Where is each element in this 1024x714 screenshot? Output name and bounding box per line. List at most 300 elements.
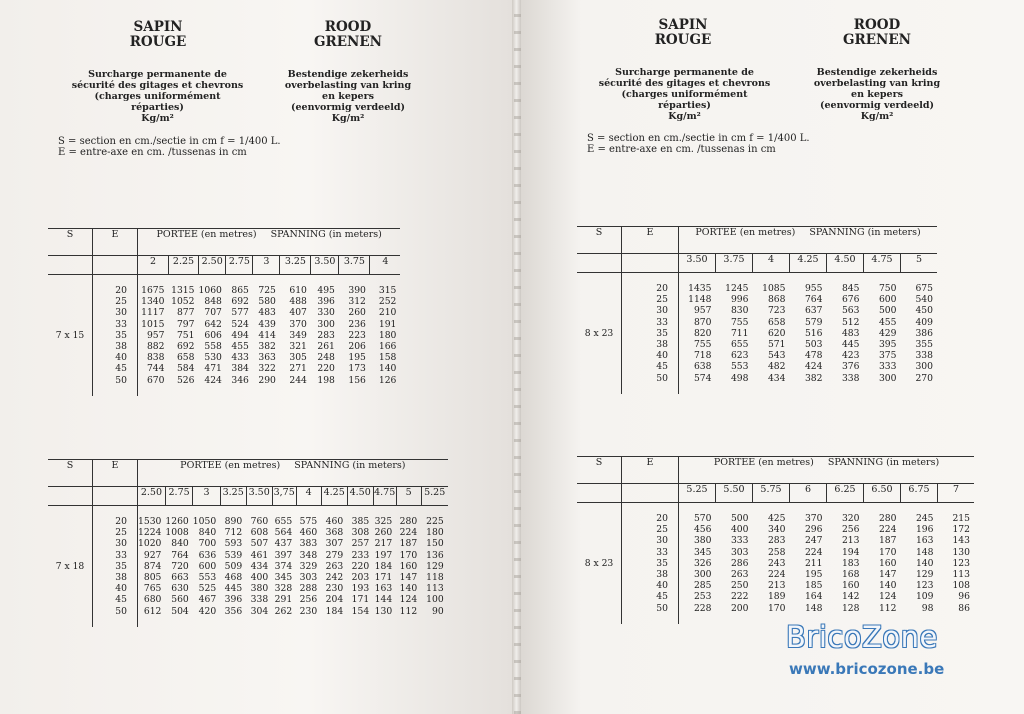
load-value: 376 bbox=[841, 361, 860, 373]
load-value: 348 bbox=[299, 549, 318, 561]
load-value: 253 bbox=[693, 591, 712, 603]
section-label: 7 x 18 bbox=[55, 560, 85, 572]
load-value: 600 bbox=[878, 294, 897, 306]
spacer-row bbox=[48, 506, 448, 517]
load-value: 630 bbox=[171, 583, 189, 595]
load-value: 148 bbox=[804, 602, 823, 614]
load-value: 213 bbox=[767, 580, 786, 592]
load-value: 98 bbox=[921, 602, 934, 614]
spacer-row bbox=[48, 617, 448, 627]
load-column bbox=[226, 285, 253, 386]
load-value: 183 bbox=[841, 557, 860, 569]
blank-cell bbox=[138, 506, 448, 517]
load-value: 840 bbox=[171, 538, 189, 550]
load-value: 256 bbox=[299, 594, 318, 606]
e-value: 50 bbox=[656, 372, 668, 384]
load-value: 584 bbox=[176, 363, 195, 375]
span-value: 4.75 bbox=[864, 254, 901, 273]
load-value: 638 bbox=[693, 361, 712, 373]
e-value: 25 bbox=[656, 294, 668, 306]
e-value: 35 bbox=[656, 327, 668, 339]
load-value: 755 bbox=[730, 316, 749, 328]
load-value: 455 bbox=[231, 341, 249, 353]
load-value: 170 bbox=[878, 546, 897, 558]
load-value: 109 bbox=[915, 591, 934, 603]
load-value: 243 bbox=[767, 557, 786, 569]
load-list bbox=[373, 516, 396, 617]
blank-cell bbox=[138, 617, 448, 627]
load-value: 507 bbox=[250, 538, 269, 550]
load-value: 407 bbox=[289, 307, 307, 319]
load-value: 338 bbox=[915, 350, 933, 362]
load-list bbox=[226, 285, 253, 386]
spanning-label: SPANNING (in meters) bbox=[827, 457, 940, 468]
load-value: 577 bbox=[231, 307, 249, 319]
span-value: 5.25 bbox=[679, 484, 716, 503]
spanning-label: SPANNING (in meters) bbox=[809, 227, 921, 238]
load-list bbox=[311, 285, 339, 386]
load-value: 700 bbox=[198, 538, 217, 550]
load-value: 460 bbox=[299, 527, 318, 539]
load-value: 495 bbox=[317, 285, 335, 296]
col-header-s: S bbox=[48, 460, 93, 487]
e-value: 25 bbox=[115, 527, 127, 539]
span-value: 3 bbox=[193, 487, 220, 506]
e-value: 30 bbox=[656, 305, 668, 317]
e-value: 20 bbox=[656, 283, 668, 294]
load-value: 483 bbox=[258, 307, 276, 319]
load-value: 563 bbox=[841, 305, 860, 317]
span-value: 4 bbox=[753, 254, 790, 273]
load-value: 142 bbox=[841, 591, 860, 603]
spanning-label: SPANNING (in meters) bbox=[294, 460, 406, 471]
load-value: 725 bbox=[258, 285, 276, 296]
load-value: 820 bbox=[693, 327, 712, 339]
span-row bbox=[577, 484, 974, 503]
load-value: 382 bbox=[804, 372, 823, 384]
blank-cell bbox=[679, 273, 938, 284]
load-value: 312 bbox=[348, 296, 366, 308]
load-value: 539 bbox=[224, 549, 243, 561]
load-value: 283 bbox=[317, 329, 335, 341]
load-value: 326 bbox=[693, 557, 712, 569]
load-value: 620 bbox=[767, 327, 786, 339]
load-column bbox=[253, 285, 280, 386]
load-value: 300 bbox=[878, 372, 897, 384]
load-column bbox=[716, 513, 753, 614]
e-value: 40 bbox=[115, 352, 127, 364]
e-value: 40 bbox=[656, 580, 668, 592]
load-value: 1530 bbox=[138, 516, 162, 527]
load-value: 478 bbox=[804, 350, 823, 362]
load-value: 750 bbox=[878, 283, 897, 294]
load-value: 303 bbox=[730, 546, 749, 558]
load-value: 345 bbox=[274, 572, 293, 584]
load-list bbox=[321, 516, 347, 617]
load-value: 1315 bbox=[171, 285, 195, 296]
load-value: 126 bbox=[378, 374, 397, 386]
load-list bbox=[165, 516, 192, 617]
load-list bbox=[827, 513, 864, 614]
e-list bbox=[93, 285, 137, 386]
load-value: 751 bbox=[176, 329, 195, 341]
load-value: 143 bbox=[952, 535, 970, 547]
blank-cell bbox=[622, 484, 679, 503]
load-value: 494 bbox=[231, 329, 249, 341]
blank-cell bbox=[622, 614, 679, 624]
load-value: 224 bbox=[878, 524, 897, 536]
spacer-row bbox=[577, 503, 974, 514]
load-value: 396 bbox=[317, 296, 335, 308]
load-value: 230 bbox=[299, 605, 318, 617]
load-value: 345 bbox=[693, 546, 712, 558]
load-value: 564 bbox=[274, 527, 293, 539]
span-value: 2.50 bbox=[138, 487, 166, 506]
load-value: 868 bbox=[767, 294, 786, 306]
e-value: 38 bbox=[656, 339, 668, 351]
load-value: 1117 bbox=[141, 307, 165, 319]
e-value: 45 bbox=[115, 594, 127, 606]
load-list bbox=[901, 513, 938, 614]
title-sapin: SAPIN ROUGE bbox=[654, 17, 712, 48]
load-value: 172 bbox=[952, 524, 970, 536]
subtitle-nl: Bestendige zekerheids overbelasting van kring en kepers (eenvormig verdeeld) Kg/m² bbox=[813, 67, 941, 122]
load-list bbox=[753, 513, 790, 614]
load-value: 144 bbox=[374, 594, 393, 606]
load-value: 252 bbox=[378, 296, 397, 308]
values-row bbox=[48, 516, 448, 617]
load-value: 830 bbox=[730, 305, 749, 317]
right-page bbox=[521, 0, 1024, 714]
load-value: 330 bbox=[317, 307, 335, 319]
span-value: 2.50 bbox=[199, 256, 226, 275]
load-value: 509 bbox=[224, 560, 243, 572]
blank-cell bbox=[138, 275, 401, 286]
load-value: 168 bbox=[841, 569, 860, 581]
load-value: 356 bbox=[224, 605, 243, 617]
load-value: 424 bbox=[204, 374, 222, 386]
load-value: 658 bbox=[176, 352, 195, 364]
load-column bbox=[165, 516, 192, 617]
load-value: 193 bbox=[351, 583, 370, 595]
load-value: 206 bbox=[348, 341, 366, 353]
load-value: 1340 bbox=[141, 296, 165, 308]
load-value: 136 bbox=[426, 549, 444, 561]
load-value: 593 bbox=[224, 538, 243, 550]
load-list bbox=[901, 283, 938, 384]
span-row bbox=[48, 487, 448, 506]
load-value: 503 bbox=[804, 339, 823, 351]
span-value: 4.25 bbox=[321, 487, 347, 506]
span-value: 3.25 bbox=[280, 256, 311, 275]
load-value: 290 bbox=[258, 374, 276, 386]
blank-cell bbox=[622, 273, 679, 284]
load-value: 445 bbox=[841, 339, 860, 351]
watermark-url: www.bricozone.be bbox=[789, 660, 945, 678]
load-value: 147 bbox=[399, 572, 418, 584]
load-value: 257 bbox=[351, 538, 370, 550]
load-value: 130 bbox=[952, 546, 970, 558]
blank-cell bbox=[622, 254, 679, 273]
load-value: 90 bbox=[431, 605, 444, 617]
blank-cell bbox=[48, 617, 93, 627]
load-value: 877 bbox=[176, 307, 195, 319]
load-value: 680 bbox=[143, 594, 162, 606]
span-value: 5.50 bbox=[716, 484, 753, 503]
load-value: 166 bbox=[378, 341, 397, 353]
load-value: 220 bbox=[317, 363, 335, 375]
load-value: 400 bbox=[730, 524, 749, 536]
load-value: 380 bbox=[250, 583, 269, 595]
load-value: 460 bbox=[325, 516, 344, 527]
portee-label: PORTEE (en metres) bbox=[713, 457, 814, 468]
portee-label: PORTEE (en metres) bbox=[156, 229, 257, 240]
load-value: 670 bbox=[146, 374, 165, 386]
span-value: 5.75 bbox=[753, 484, 790, 503]
load-list bbox=[827, 283, 864, 384]
load-value: 195 bbox=[348, 352, 366, 364]
span-row bbox=[577, 254, 937, 273]
load-value: 765 bbox=[143, 583, 162, 595]
title-rood: ROOD GRENEN bbox=[842, 17, 911, 48]
spacer-row bbox=[48, 275, 400, 286]
span-value: 6.25 bbox=[827, 484, 864, 503]
load-value: 707 bbox=[204, 307, 222, 319]
load-column bbox=[679, 283, 716, 384]
note-section: S = section en cm./sectie in cm f = 1/400 L. bbox=[58, 136, 281, 147]
load-value: 140 bbox=[378, 363, 397, 375]
load-value: 333 bbox=[878, 361, 897, 373]
load-value: 154 bbox=[351, 605, 370, 617]
load-list bbox=[716, 283, 753, 384]
load-value: 882 bbox=[146, 341, 165, 353]
load-value: 1260 bbox=[165, 516, 189, 527]
e-list bbox=[622, 283, 678, 384]
load-value: 483 bbox=[841, 327, 860, 339]
col-header-e: E bbox=[93, 229, 138, 256]
load-value: 434 bbox=[767, 372, 786, 384]
load-value: 270 bbox=[915, 372, 933, 384]
span-value: 4.50 bbox=[827, 254, 864, 273]
load-value: 370 bbox=[804, 513, 823, 524]
load-value: 500 bbox=[878, 305, 897, 317]
e-value: 35 bbox=[115, 560, 127, 572]
load-value: 1052 bbox=[171, 296, 195, 308]
span-value: 5 bbox=[396, 487, 421, 506]
load-column bbox=[753, 283, 790, 384]
blank-cell bbox=[48, 275, 93, 286]
load-value: 414 bbox=[258, 329, 276, 341]
load-value: 516 bbox=[804, 327, 823, 339]
load-value: 420 bbox=[198, 605, 217, 617]
load-value: 147 bbox=[878, 569, 897, 581]
load-value: 395 bbox=[878, 339, 897, 351]
load-value: 158 bbox=[378, 352, 397, 364]
load-column bbox=[169, 285, 199, 386]
load-list bbox=[138, 285, 169, 386]
load-column bbox=[373, 516, 396, 617]
load-value: 263 bbox=[325, 560, 344, 572]
e-value: 20 bbox=[115, 285, 127, 296]
load-list bbox=[938, 513, 975, 614]
e-value: 45 bbox=[656, 591, 668, 603]
load-value: 368 bbox=[325, 527, 344, 539]
span-value: 6.50 bbox=[864, 484, 901, 503]
load-value: 129 bbox=[915, 569, 934, 581]
blank-cell bbox=[93, 506, 138, 517]
title-sapin: SAPIN ROUGE bbox=[129, 19, 187, 50]
header-row bbox=[577, 227, 937, 254]
load-value: 180 bbox=[426, 527, 444, 539]
load-value: 543 bbox=[767, 350, 786, 362]
load-value: 140 bbox=[915, 557, 934, 569]
header-row bbox=[48, 229, 400, 256]
load-value: 258 bbox=[767, 546, 786, 558]
load-column bbox=[138, 516, 166, 617]
load-value: 764 bbox=[171, 549, 189, 561]
load-list bbox=[253, 285, 280, 386]
load-list bbox=[296, 516, 321, 617]
load-value: 184 bbox=[325, 605, 344, 617]
e-value: 30 bbox=[656, 535, 668, 547]
span-value: 3.25 bbox=[220, 487, 246, 506]
load-value: 553 bbox=[730, 361, 749, 373]
note-entre-axe: E = entre-axe en cm. /tussenas in cm bbox=[587, 144, 776, 155]
load-value: 129 bbox=[426, 560, 444, 572]
blank-cell bbox=[577, 273, 622, 284]
load-value: 321 bbox=[289, 341, 307, 353]
load-value: 558 bbox=[204, 341, 222, 353]
load-value: 374 bbox=[274, 560, 293, 572]
load-value: 424 bbox=[804, 361, 823, 373]
span-value: 5.25 bbox=[421, 487, 448, 506]
load-value: 303 bbox=[299, 572, 318, 584]
e-value: 30 bbox=[115, 307, 127, 319]
load-value: 271 bbox=[289, 363, 307, 375]
subtitle-fr: Surcharge permanente de sécurité des gitages et chevrons (charges uniformément réparties) Kg/m² bbox=[598, 67, 771, 122]
load-value: 112 bbox=[399, 605, 418, 617]
load-value: 385 bbox=[351, 516, 370, 527]
blank-cell bbox=[48, 487, 93, 506]
span-value: 2.75 bbox=[165, 487, 192, 506]
load-value: 130 bbox=[374, 605, 393, 617]
load-value: 663 bbox=[171, 572, 189, 584]
load-value: 637 bbox=[804, 305, 823, 317]
col-header-s: S bbox=[577, 227, 622, 254]
span-value: 6.75 bbox=[901, 484, 938, 503]
load-value: 210 bbox=[378, 307, 397, 319]
load-value: 675 bbox=[915, 283, 933, 294]
blank-cell bbox=[93, 256, 138, 275]
section-label: 7 x 15 bbox=[55, 329, 85, 341]
blank-cell bbox=[577, 614, 622, 624]
load-value: 225 bbox=[426, 516, 444, 527]
load-value: 140 bbox=[878, 580, 897, 592]
load-value: 160 bbox=[841, 580, 860, 592]
e-value: 50 bbox=[115, 605, 127, 617]
load-list bbox=[280, 285, 311, 386]
load-value: 676 bbox=[841, 294, 860, 306]
values-row bbox=[577, 283, 937, 384]
load-list bbox=[220, 516, 246, 617]
load-value: 797 bbox=[176, 318, 195, 330]
load-value: 328 bbox=[274, 583, 293, 595]
subtitle-nl: Bestendige zekerheids overbelasting van kring en kepers (eenvormig verdeeld) Kg/m² bbox=[284, 69, 412, 124]
load-value: 222 bbox=[730, 591, 749, 603]
load-value: 355 bbox=[915, 339, 933, 351]
span-value: 4.75 bbox=[373, 487, 396, 506]
blank-cell bbox=[577, 254, 622, 273]
load-value: 170 bbox=[399, 549, 418, 561]
blank-cell bbox=[679, 384, 938, 394]
load-value: 200 bbox=[730, 602, 749, 614]
blank-cell bbox=[577, 384, 622, 394]
load-value: 300 bbox=[693, 569, 712, 581]
e-value: 25 bbox=[656, 524, 668, 536]
e-value: 50 bbox=[115, 374, 127, 386]
load-value: 718 bbox=[693, 350, 712, 362]
watermark-brand: BricoZone bbox=[786, 620, 938, 654]
load-value: 150 bbox=[426, 538, 444, 550]
load-value: 195 bbox=[804, 569, 823, 581]
load-value: 1060 bbox=[198, 285, 222, 296]
load-value: 437 bbox=[274, 538, 293, 550]
e-value: 35 bbox=[115, 329, 127, 341]
load-value: 612 bbox=[143, 605, 162, 617]
col-header-e: E bbox=[622, 227, 679, 254]
load-column bbox=[138, 285, 169, 386]
e-values bbox=[93, 516, 138, 617]
e-value: 25 bbox=[115, 296, 127, 308]
load-column bbox=[753, 513, 790, 614]
load-value: 636 bbox=[198, 549, 217, 561]
load-value: 230 bbox=[325, 583, 344, 595]
load-value: 692 bbox=[231, 296, 249, 308]
load-value: 213 bbox=[841, 535, 860, 547]
span-value: 4.50 bbox=[347, 487, 373, 506]
load-value: 140 bbox=[399, 583, 418, 595]
e-list bbox=[622, 513, 678, 614]
load-value: 363 bbox=[258, 352, 276, 364]
e-value: 38 bbox=[115, 341, 127, 353]
portee-label: PORTEE (en metres) bbox=[180, 460, 281, 471]
span-value: 4.25 bbox=[790, 254, 827, 273]
load-value: 236 bbox=[348, 318, 366, 330]
load-value: 160 bbox=[399, 560, 418, 572]
spanning-label: SPANNING (in meters) bbox=[270, 229, 382, 240]
load-value: 890 bbox=[224, 516, 243, 527]
span-value: 2 bbox=[138, 256, 169, 275]
load-column bbox=[938, 513, 975, 614]
load-value: 874 bbox=[143, 560, 162, 572]
load-value: 764 bbox=[804, 294, 823, 306]
load-value: 1675 bbox=[141, 285, 165, 296]
load-value: 156 bbox=[348, 374, 366, 386]
load-value: 333 bbox=[730, 535, 749, 547]
load-value: 338 bbox=[250, 594, 269, 606]
load-value: 279 bbox=[325, 549, 344, 561]
load-value: 471 bbox=[204, 363, 222, 375]
load-value: 124 bbox=[399, 594, 418, 606]
load-value: 1224 bbox=[138, 527, 162, 539]
load-column bbox=[347, 516, 373, 617]
load-value: 375 bbox=[878, 350, 897, 362]
load-value: 215 bbox=[952, 513, 970, 524]
load-list bbox=[716, 513, 753, 614]
load-value: 197 bbox=[374, 549, 393, 561]
load-list bbox=[169, 285, 199, 386]
load-column bbox=[790, 513, 827, 614]
